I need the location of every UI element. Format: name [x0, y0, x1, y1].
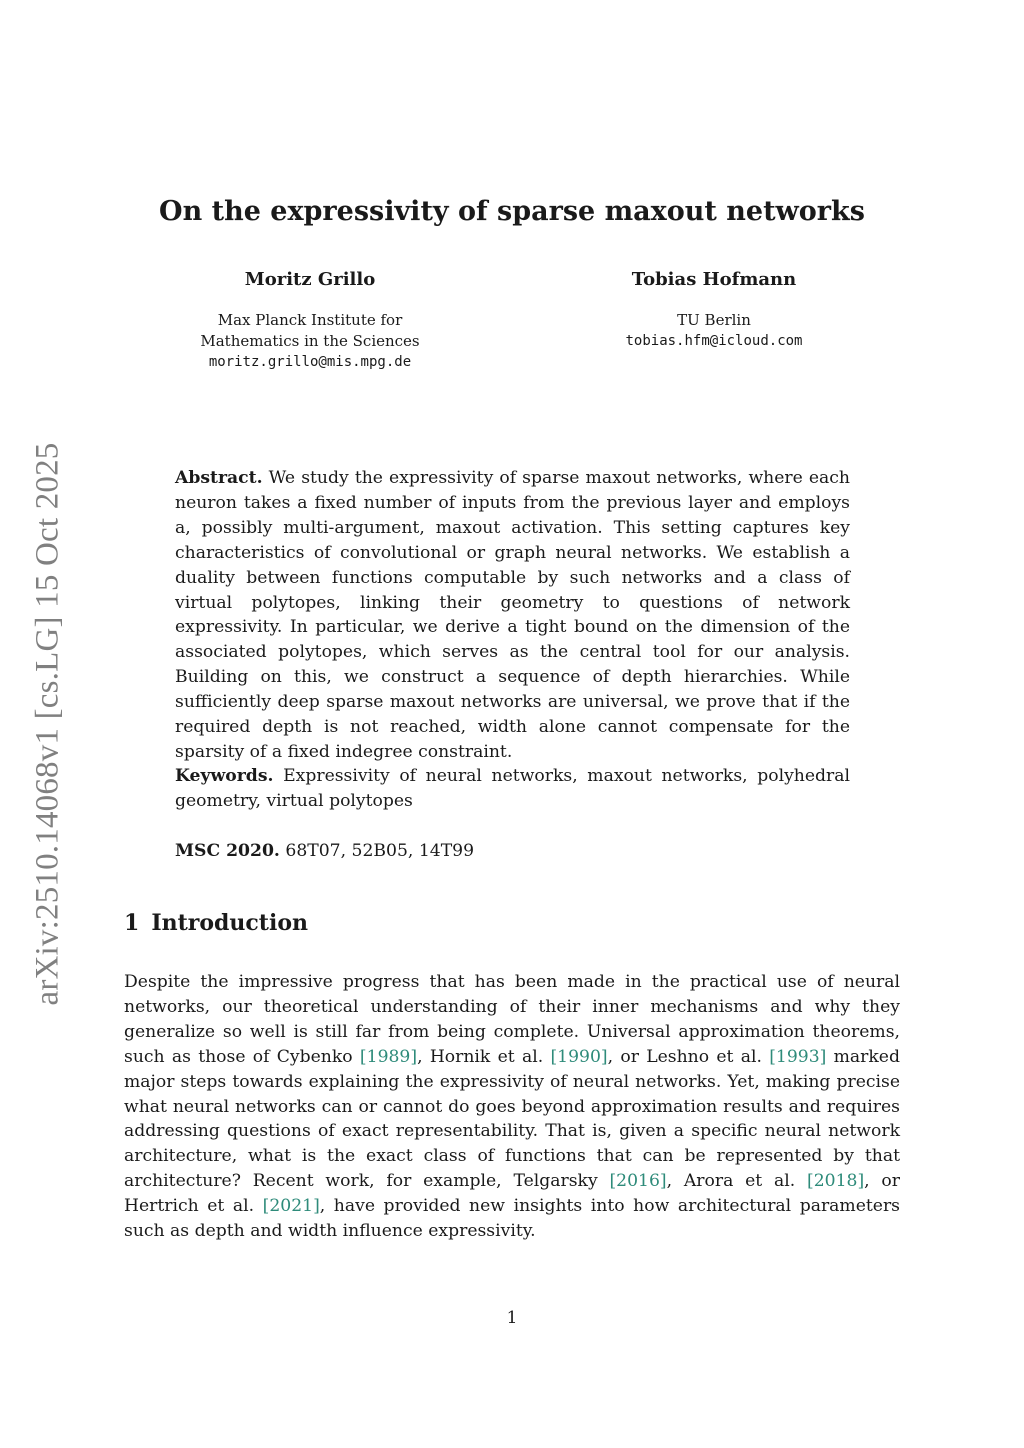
author-affiliation: TU Berlin [677, 311, 751, 329]
paper-title: On the expressivity of sparse maxout networks [159, 196, 865, 227]
author-affiliation: Mathematics in the Sciences [200, 332, 420, 350]
author-block-2 [534, 266, 894, 352]
citation-link[interactable]: [1989] [359, 1046, 418, 1067]
arxiv-identifier-stamp: arXiv:2510.14068v1 [cs.LG] 15 Oct 2025 [29, 442, 66, 1006]
author-affiliation: Max Planck Institute for [217, 311, 403, 329]
citation-link[interactable]: [1993] [769, 1046, 827, 1067]
section-heading-introduction [124, 907, 308, 939]
citation-link[interactable]: [2016] [609, 1171, 667, 1192]
msc-label: MSC 2020. [175, 841, 280, 861]
intro-text: , have provided new insights into how architectural parameters such as depth and width influence expressivity. [124, 1196, 900, 1242]
author-block-1 [130, 266, 490, 373]
abstract-label: Abstract. [175, 468, 263, 488]
abstract-text: We study the expressivity of sparse maxout networks, where each neuron takes a fixed number of inputs from the previous layer and employs a, possibly multi-argument, maxout activation. This setting captures key characteristics of convolutional or graph neural networks. We establish a duality between functions computable by such networks and a class of virtual polytopes, linking their geometry to questions of network expressivity. In particular, we derive a tight bound on the dimension of the associated polytopes, which serves as the central tool for our analysis. Building on this, we construct a sequence of depth hierarchies. While sufficiently deep sparse maxout networks are universal, we prove that if the required depth is not reached, width alone cannot compensate for the sparsity of a fixed indegree constraint. [175, 468, 850, 762]
introduction-paragraph [124, 970, 900, 1244]
keywords-text: Expressivity of neural networks, maxout networks, polyhedral geometry, virtual polytopes [175, 766, 850, 811]
citation-link[interactable]: [1990] [550, 1046, 608, 1067]
intro-text: , or Leshno et al. [607, 1046, 770, 1067]
author-email: tobias.hfm@icloud.com [625, 333, 803, 349]
msc-classification [175, 839, 850, 864]
intro-text: , Arora et al. [666, 1171, 808, 1192]
citation-link[interactable]: [2018] [807, 1171, 865, 1192]
citation-link[interactable]: [2021] [262, 1196, 320, 1217]
author-name: Tobias Hofmann [631, 269, 797, 290]
author-email: moritz.grillo@mis.mpg.de [208, 354, 412, 370]
author-name: Moritz Grillo [244, 269, 376, 290]
intro-text: Despite the impressive progress that has been made in the practical use of neural networks, our theoretical understanding of their inner mechanisms and why they generalize so well is still far from being complete. Universal approximation theorems, such as those of Cybenko [124, 972, 900, 1067]
intro-text: marked major steps towards explaining the expressivity of neural networks. Yet, making precise what neural networks can or cannot do goes beyond approximation results and requires addressing questions of exact representability. That is, given a specific neural network architecture, what is the exact class of functions that can be represented by that architecture? Recent work, for example, Telgarsky [124, 1046, 900, 1192]
intro-text: , or Hertrich et al. [124, 1171, 900, 1217]
intro-text: , Hornik et al. [417, 1046, 551, 1067]
keywords-label: Keywords. [175, 766, 274, 786]
keywords [175, 764, 850, 814]
abstract [175, 466, 850, 765]
page-number: 1 [506, 1308, 518, 1328]
section-title: Introduction [151, 910, 308, 936]
msc-text: 68T07, 52B05, 14T99 [285, 841, 475, 861]
section-number: 1 [124, 910, 140, 936]
